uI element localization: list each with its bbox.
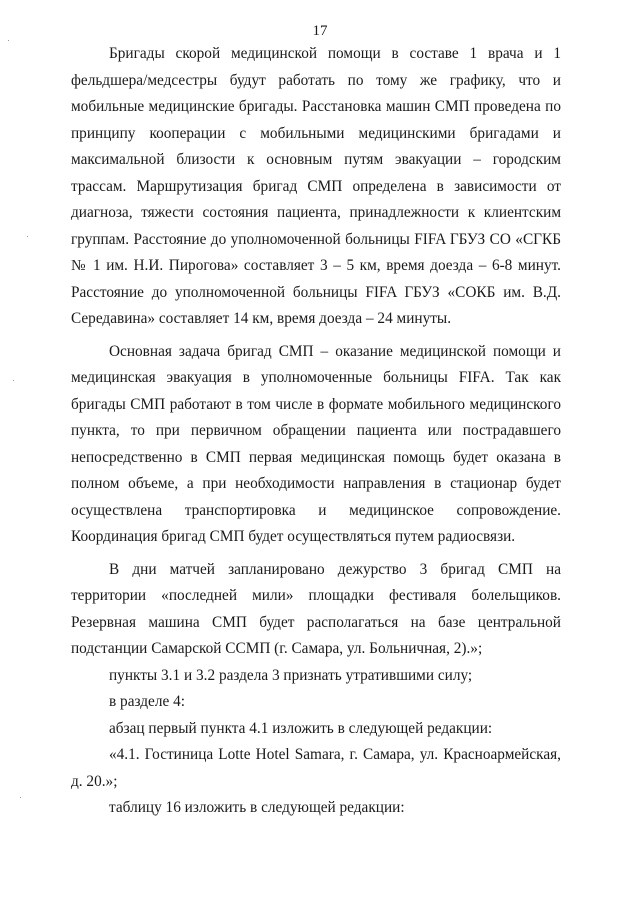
scan-artifact-mark: [13, 380, 14, 381]
paragraph-clause-4-1: абзац первый пункта 4.1 изложить в следующей редакции:: [109, 719, 493, 737]
paragraph-hotel: «4.1. Гостиница Lotte Hotel Samara, г. Самара, ул. Красноармейская, д. 20.»;: [71, 746, 561, 790]
paragraph-ambulance-brigades: Бригады скорой медицинской помощи в составе 1 врача и 1 фельдшера/медсестры будут работать по тому же графику, что и мобильные медицинские бригады. Расстановка машин СМП проведена по принципу кооперации с мобильными медицинскими бригадами и максимальной близости к основным путям эвакуации – городским трассам. Маршрутизация бригад СМП определена в зависимости от диагноза, тяжести состояния пациента, принадлежности к клиентским группам. Расстояние до уполномоченной больницы FIFA ГБУЗ СО «СГКБ № 1 им. Н.И. Пирогова» составляет 3 – 5 км, время доезда – 6-8 минут. Расстояние до уполномоченной больницы FIFA ГБУЗ «СОКБ им. В.Д. Середавина» составляет 14 км, время доезда – 24 минуты.: [71, 45, 561, 327]
scan-artifact-mark: [20, 797, 21, 798]
paragraph-section-4: в разделе 4:: [109, 693, 185, 710]
scan-artifact-mark: [27, 236, 28, 237]
scan-artifact-mark: [8, 40, 9, 41]
paragraph-match-days: В дни матчей запланировано дежурство 3 бригад СМП на территории «последней мили» площадки фестиваля болельщиков. Резервная машина СМП будет располагаться на базе центральной подстанции Самарской ССМП (г. Самара, ул. Больничная, 2).»;: [71, 560, 561, 657]
paragraph-main-task: Основная задача бригад СМП – оказание медицинской помощи и медицинская эвакуация в уполномоченные больницы FIFA. Так как бригады СМП работают в том числе в формате мобильного медицинского пункта, то при первичном обращении пациента или пострадавшего непосредственно в СМП первая медицинская помощь будет оказана в полном объеме, а при необходимости направления в стационар будет осуществлена транспортировка и медицинское сопровождение. Координация бригад СМП будет осуществляться путем радиосвязи.: [71, 342, 561, 545]
paragraph-table-16: таблицу 16 изложить в следующей редакции:: [109, 799, 405, 816]
page-number: 17: [312, 23, 328, 39]
paragraph-amendment-points: пункты 3.1 и 3.2 раздела 3 признать утратившими силу;: [109, 666, 473, 684]
document-body: [71, 41, 561, 822]
